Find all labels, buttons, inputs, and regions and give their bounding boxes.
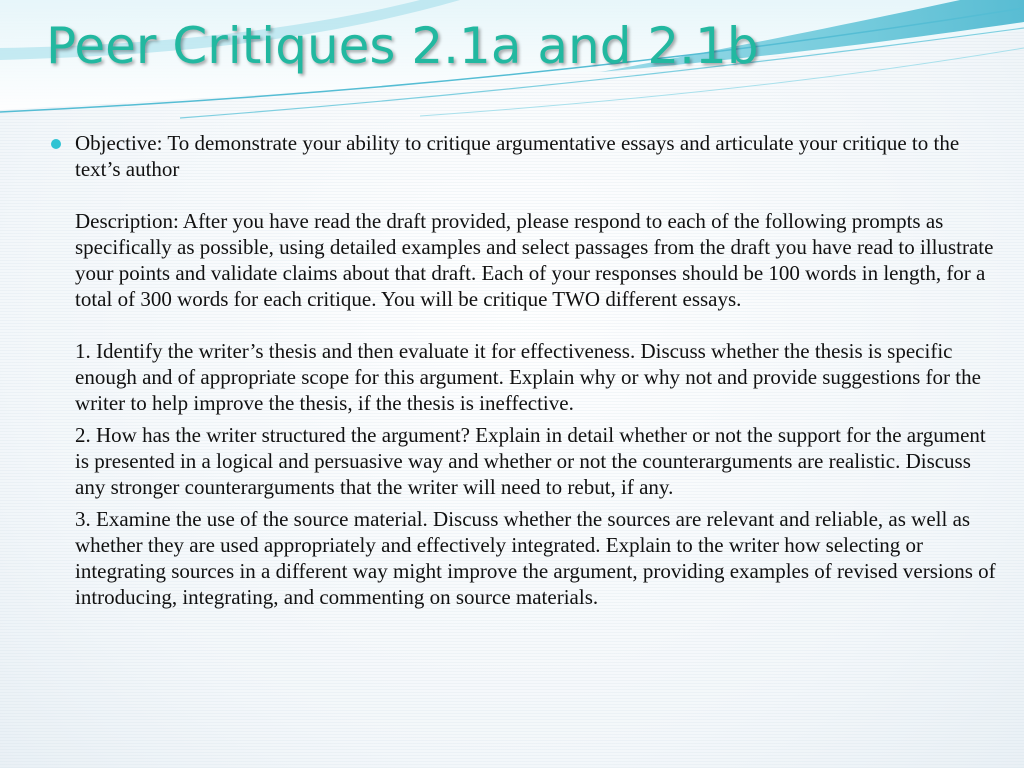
description-text: Description: After you have read the draft provided, please respond to each of the following prompts as specifically as possible, using detailed examples and select passages from the draft you have read to illustrate your points and validate claims about that draft. Each of your responses should be 100 words in length, for a total of 300 words for each critique. You will be critique TWO different essays. xyxy=(75,209,994,311)
prompt-1-text: 1. Identify the writer’s thesis and then evaluate it for effectiveness. Discuss whether the thesis is specific enough and of appropriate scope for this argument. Explain why or why not and provide suggestions for the writer to help improve the thesis, if the thesis is ineffective. xyxy=(75,339,981,415)
prompt-3-text: 3. Examine the use of the source material. Discuss whether the sources are relevant and reliable, as well as whether they are used appropriately and effectively integrated. Explain to the writer how selecting or integrating sources in a different way might improve the argument, providing examples of revised versions of introducing, integrating, and commenting on source materials. xyxy=(75,507,996,609)
slide-body xyxy=(48,130,998,610)
slide-title: Peer Critiques 2.1a and 2.1b xyxy=(46,17,759,75)
filled-circle-bullet-icon xyxy=(51,139,61,149)
bullet-item xyxy=(48,130,998,610)
prompt-2-text: 2. How has the writer structured the argument? Explain in detail whether or not the support for the argument is presented in a logical and persuasive way and whether or not the counterarguments are realistic. Discuss any stronger counterarguments that the writer will need to rebut, if any. xyxy=(75,423,986,499)
objective-text: Objective: To demonstrate your ability to critique argumentative essays and articulate your critique to the text’s author xyxy=(75,131,960,181)
